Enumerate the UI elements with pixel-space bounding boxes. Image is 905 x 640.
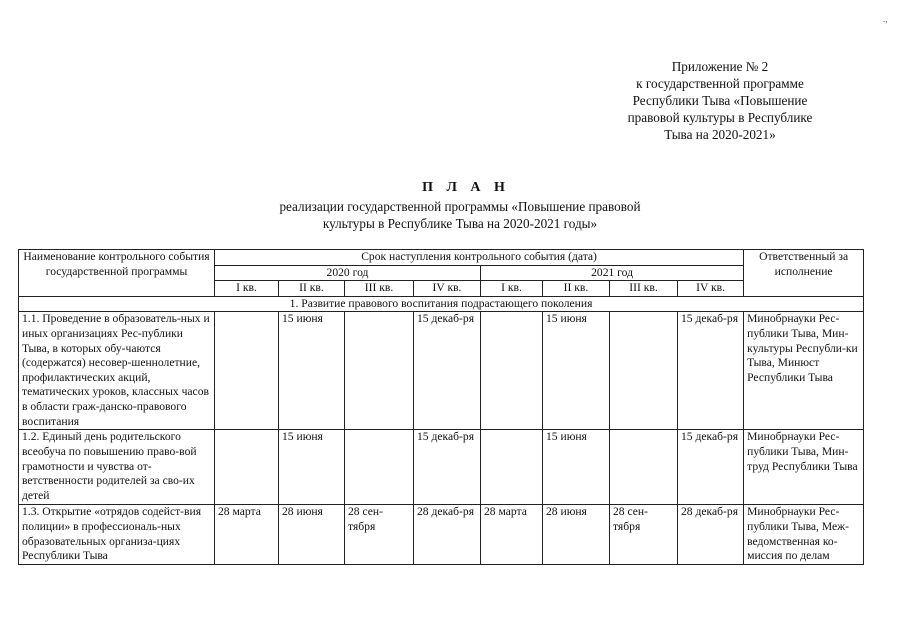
header-quarter: II кв. <box>279 281 345 297</box>
header-quarter: II кв. <box>543 281 610 297</box>
header-name: Наименование контрольного события государственной программы <box>19 250 215 297</box>
header-quarter: IV кв. <box>678 281 744 297</box>
event-date: 15 июня <box>279 312 345 430</box>
header-quarter: III кв. <box>345 281 414 297</box>
appendix-line: Тыва на 2020-2021» <box>664 127 776 142</box>
event-date: 15 июня <box>543 312 610 430</box>
plan-heading: П Л А Н <box>422 180 510 195</box>
plan-subtitle-line: реализации государственной программы «Повышение правовой <box>279 199 641 214</box>
appendix-line: к государственной программе <box>636 76 804 91</box>
table-row <box>19 505 864 565</box>
event-date: 28 декаб-ря <box>678 505 744 565</box>
event-date: 15 декаб-ря <box>414 312 481 430</box>
plan-subtitle-line: культуры в Республике Тыва на 2020-2021 годы» <box>322 216 598 231</box>
plan-subtitle <box>200 198 720 232</box>
table-row <box>19 430 864 505</box>
header-quarter: I кв. <box>481 281 543 297</box>
plan-table <box>18 249 864 565</box>
section-row <box>19 296 864 312</box>
event-date: 15 декаб-ря <box>678 430 744 505</box>
event-date: 15 июня <box>279 430 345 505</box>
event-responsible: Минобрнауки Рес-публики Тыва, Меж-ведомственная ко-миссия по делам <box>744 505 864 565</box>
event-responsible: Минобрнауки Рес-публики Тыва, Мин-культуры Республи-ки Тыва, Минюст Республики Тыва <box>744 312 864 430</box>
appendix-block <box>560 58 880 143</box>
header-deadline: Срок наступления контрольного события (дата) <box>215 250 744 266</box>
event-date <box>215 430 279 505</box>
appendix-line: Республики Тыва «Повышение <box>632 93 808 108</box>
event-date: 28 декаб-ря <box>414 505 481 565</box>
event-date: 28 сен-тября <box>345 505 414 565</box>
event-date <box>610 430 678 505</box>
event-date <box>481 312 543 430</box>
event-date: 28 июня <box>279 505 345 565</box>
event-name: 1.1. Проведение в образователь-ных и иных организациях Рес-публики Тыва, в которых обу-чаются (содержатся) несовер-шеннолетние, профилактических акций, тематических уроков, классных часов в области граж-данско-правового воспитания <box>19 312 215 430</box>
header-year: 2020 год <box>215 265 481 281</box>
table-row <box>19 312 864 430</box>
event-date: 28 марта <box>215 505 279 565</box>
event-date: 28 июня <box>543 505 610 565</box>
event-date <box>345 430 414 505</box>
event-date <box>610 312 678 430</box>
appendix-line: правовой культуры в Республике <box>627 110 813 125</box>
event-date: 15 декаб-ря <box>414 430 481 505</box>
event-name: 1.2. Единый день родительского всеобуча по повышению право-вой грамотности и чувства от-ветственности родителей за сво-их детей <box>19 430 215 505</box>
header-quarter: IV кв. <box>414 281 481 297</box>
header-row <box>19 250 864 266</box>
event-date: 15 июня <box>543 430 610 505</box>
event-date <box>345 312 414 430</box>
event-date <box>481 430 543 505</box>
event-name: 1.3. Открытие «отрядов содейст-вия полиции» в профессиональ-ных образовательных организа-циях Республики Тыва <box>19 505 215 565</box>
header-quarter: I кв. <box>215 281 279 297</box>
event-date <box>215 312 279 430</box>
header-responsible: Ответственный за исполнение <box>744 250 864 297</box>
event-date: 28 марта <box>481 505 543 565</box>
header-year: 2021 год <box>481 265 744 281</box>
event-date: 15 декаб-ря <box>678 312 744 430</box>
event-date: 28 сен-тября <box>610 505 678 565</box>
section-title: 1. Развитие правового воспитания подрастающего поколения <box>19 296 864 312</box>
event-responsible: Минобрнауки Рес-публики Тыва, Мин-труд Республики Тыва <box>744 430 864 505</box>
corner-mark: ., <box>883 14 888 24</box>
appendix-line: Приложение № 2 <box>671 59 769 74</box>
header-quarter: III кв. <box>610 281 678 297</box>
